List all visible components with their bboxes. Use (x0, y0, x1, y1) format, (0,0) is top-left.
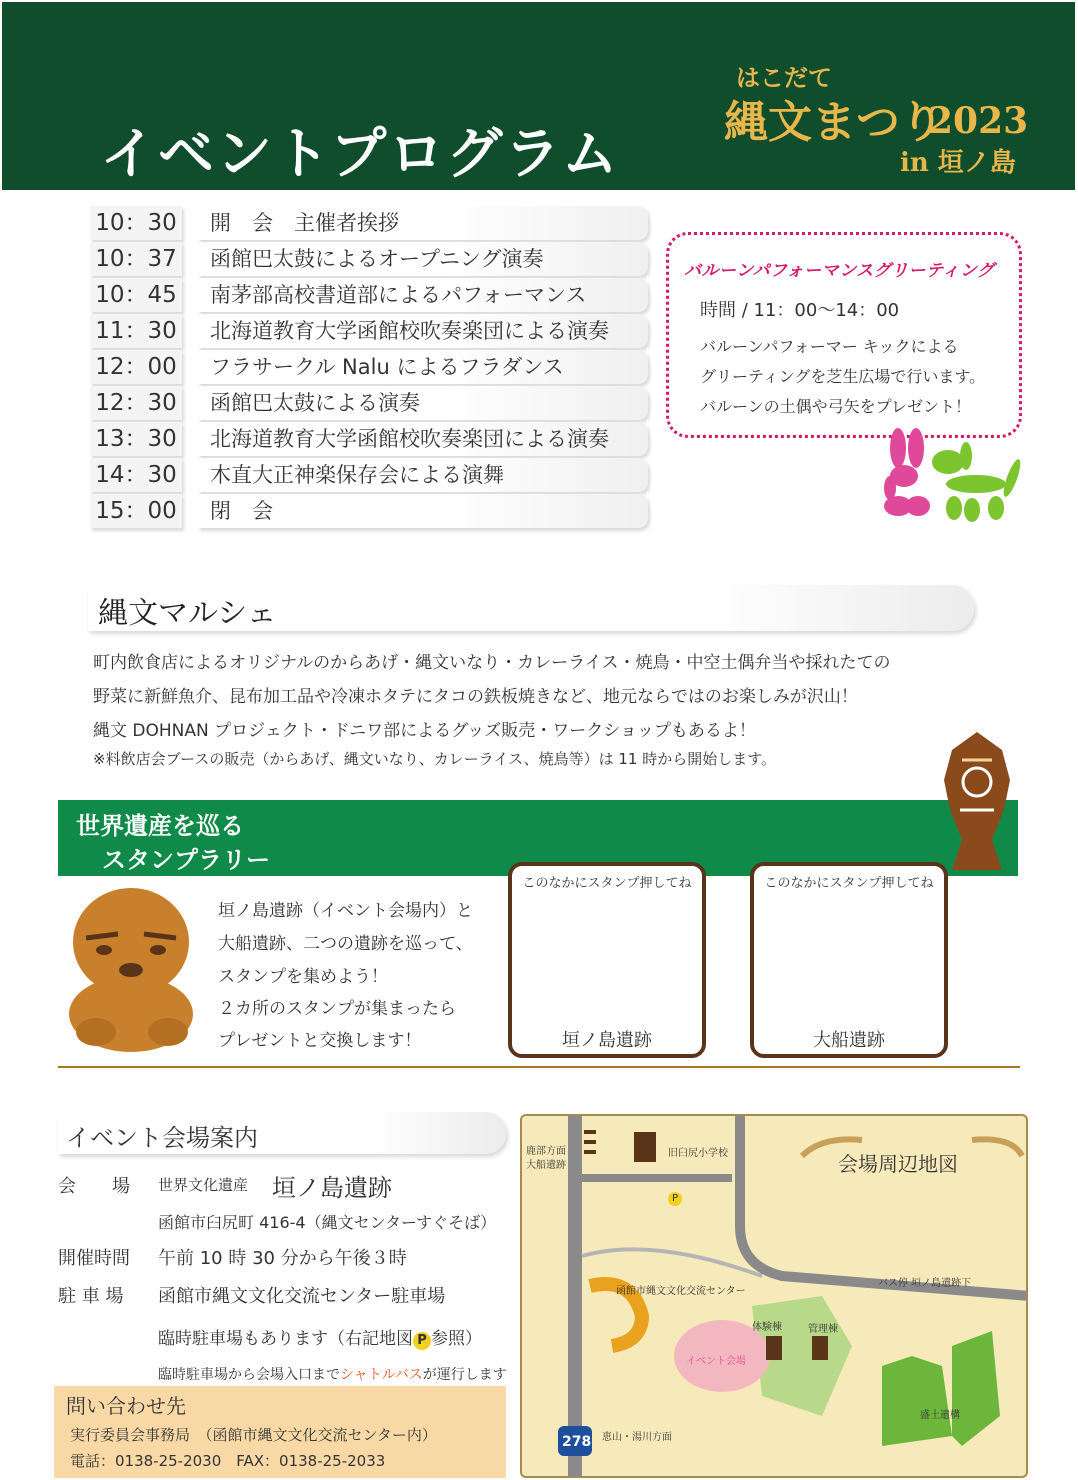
balloon-title: バルーンパフォーマンスグリーティング (684, 261, 995, 281)
marche-title: 縄文マルシェ (98, 596, 277, 631)
venue-map (520, 1114, 1028, 1478)
rally-text: ２カ所のスタンプが集まったら (218, 999, 456, 1019)
map-label-mound: 盛土遺構 (920, 1410, 960, 1421)
temp-parking-text-b: 参照） (431, 1329, 482, 1349)
map-label-bus: バス停 垣ノ島遺跡下 (878, 1278, 972, 1289)
schedule-time: 14：30 (90, 458, 182, 492)
logo-subtitle: はこだて (736, 64, 832, 92)
page-title: イベントプログラム (100, 122, 620, 187)
stamp-box-kakinoshima (508, 862, 706, 1058)
parking-p-icon: P (413, 1332, 431, 1350)
contact-tel: 電話：0138-25-2030 FAX：0138-25-2033 (70, 1452, 386, 1470)
shuttle-text: 臨時駐車場から会場入口まで (158, 1367, 340, 1383)
schedule-time: 15：00 (90, 494, 182, 528)
schedule-time: 10：30 (90, 206, 182, 240)
time-value: 午前 10 時 30 分から午後３時 (158, 1248, 407, 1269)
schedule-row (90, 278, 650, 312)
schedule-event: 北海道教育大学函館校吹奏楽団による演奏 (198, 314, 648, 348)
map-label-school: 旧臼尻小学校 (668, 1148, 728, 1159)
marche-text: 町内飲食店によるオリジナルのからあげ・縄文いなり・カレーライス・焼鳥・中空土偶弁当や採れたての (93, 653, 891, 673)
schedule-event: 函館巴太鼓による演奏 (198, 386, 648, 420)
dogu-figure-icon (56, 882, 206, 1058)
map-label-kanri: 管理棟 (808, 1324, 838, 1335)
temp-parking-text: 臨時駐車場もあります（右記地図 (158, 1329, 413, 1349)
balloon-time: 時間 / 11：00～14：00 (700, 300, 900, 321)
logo-place: in 垣ノ島 (900, 148, 1016, 178)
contact-title: 問い合わせ先 (66, 1394, 186, 1418)
stamp-hint: このなかにスタンプ押してね (522, 876, 692, 891)
marche-text: 野菜に新鮮魚介、昆布加工品や冷凍ホタテにタコの鉄板焼きなど、地元ならではのお楽しみが沢山！ (93, 687, 858, 707)
balloon-animals-icon (868, 426, 1024, 526)
balloon-line: バルーンパフォーマー キックによる (700, 337, 959, 356)
schedule-row (90, 386, 650, 420)
map-parking-icon: P (668, 1192, 682, 1206)
schedule-event: 閉 会 (198, 494, 648, 528)
schedule-event: 開 会 主催者挨拶 (198, 206, 648, 240)
logo-year: 2023 (928, 100, 1029, 142)
schedule-event: 函館巴太鼓によるオープニング演奏 (198, 242, 648, 276)
rally-text: スタンプを集めよう！ (218, 967, 388, 987)
shuttle-text-b: が運行します (422, 1367, 507, 1383)
schedule-event: 北海道教育大学函館校吹奏楽団による演奏 (198, 422, 648, 456)
balloon-line: バルーンの土偶や弓矢をプレゼント！ (700, 397, 972, 416)
rally-text: 大船遺跡、二つの遺跡を巡って、 (218, 934, 473, 954)
map-label-north-b: 大船遺跡 (526, 1160, 566, 1171)
contact-office: 実行委員会事務局 （函館市縄文文化交流センター内） (70, 1426, 437, 1444)
schedule-time: 10：45 (90, 278, 182, 312)
venue-label: 会 場 (58, 1176, 130, 1197)
schedule-time: 11：30 (90, 314, 182, 348)
schedule-time: 12：30 (90, 386, 182, 420)
schedule-row (90, 494, 650, 528)
stamp-hint: このなかにスタンプ押してね (764, 876, 934, 891)
schedule-row (90, 458, 650, 492)
schedule-event: 木直大正神楽保存会による演舞 (198, 458, 648, 492)
rally-title-line2: スタンプラリー (102, 846, 270, 874)
map-label-center: 函館市縄文文化交流センター (616, 1286, 746, 1297)
time-label: 開催時間 (58, 1248, 130, 1269)
schedule-event: 南茅部高校書道部によるパフォーマンス (198, 278, 648, 312)
map-route-number: 278 (562, 1434, 592, 1450)
schedule-time: 10：37 (90, 242, 182, 276)
rally-text: 垣ノ島遺跡（イベント会場内）と (218, 901, 473, 921)
schedule-time: 12：00 (90, 350, 182, 384)
marche-note: ※料飲店会ブースの販売（からあげ、縄文いなり、カレーライス、焼鳥等）は 11 時から開始します。 (93, 750, 777, 768)
schedule-row (90, 206, 650, 240)
schedule-row (90, 350, 650, 384)
divider (58, 1066, 1020, 1068)
marche-text: 縄文 DOHNAN プロジェクト・ドニワ部によるグッズ販売・ワークショップもあるよ！ (93, 721, 756, 741)
map-label-event: イベント会場 (686, 1356, 746, 1367)
rally-title-line1: 世界遺産を巡る (76, 812, 244, 840)
shuttle-bus-highlight: シャトルバス (340, 1367, 423, 1383)
stamp-site-name: 垣ノ島遺跡 (562, 1030, 652, 1051)
venue-title: イベント会場案内 (66, 1124, 258, 1152)
schedule-time: 13：30 (90, 422, 182, 456)
schedule-event: フラサークル Nalu によるフラダンス (198, 350, 648, 384)
map-label-south: 恵山・湯川方面 (602, 1432, 672, 1443)
logo-title: 縄文まつり (724, 97, 944, 148)
venue-place-name: 垣ノ島遺跡 (272, 1174, 392, 1202)
map-label-north-a: 鹿部方面 (526, 1146, 566, 1157)
map-title: 会場周辺地図 (838, 1152, 958, 1176)
venue-place-prefix: 世界文化遺産 (158, 1176, 249, 1194)
stamp-box-ofune (750, 862, 948, 1058)
stamp-site-name: 大船遺跡 (813, 1030, 885, 1051)
rally-text: プレゼントと交換します！ (218, 1031, 422, 1051)
balloon-line: グリーティングを芝生広場で行います。 (700, 367, 986, 386)
temp-parking (158, 1324, 482, 1350)
parking-value: 函館市縄文文化交流センター駐車場 (158, 1286, 446, 1307)
jomon-pottery-icon (932, 730, 1022, 880)
shuttle-info (158, 1364, 507, 1384)
map-label-taiken: 体験棟 (752, 1322, 782, 1333)
schedule-row (90, 314, 650, 348)
schedule-row (90, 242, 650, 276)
parking-label: 駐 車 場 (58, 1286, 124, 1307)
venue-address: 函館市臼尻町 416-4（縄文センターすぐそば） (158, 1213, 497, 1232)
schedule-row (90, 422, 650, 456)
